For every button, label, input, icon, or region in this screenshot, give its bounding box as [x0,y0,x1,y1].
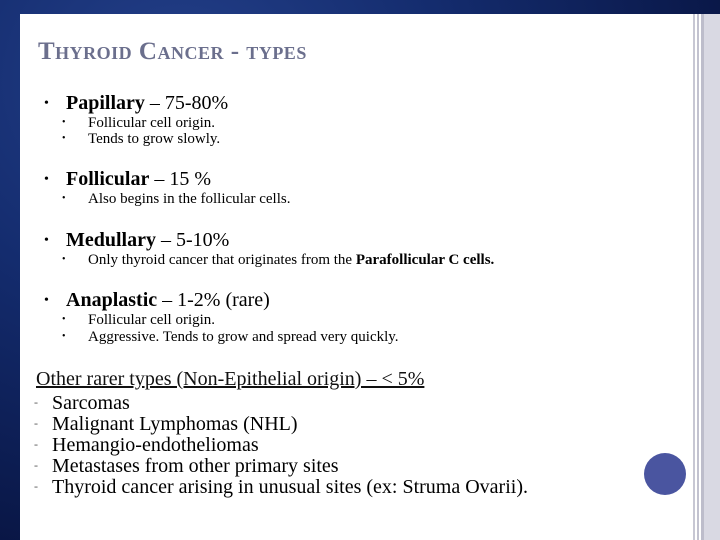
note-item [62,191,290,208]
type-name: Papillary [66,92,145,114]
dash-bullet-icon: - [34,479,38,493]
dash-bullet-icon: - [34,416,38,430]
note-bold-text: Parafollicular C cells. [355,252,495,268]
sub-bullet-icon: • [62,314,66,325]
bullet-icon: • [44,233,49,248]
type-medullary [44,229,229,252]
type-stat: – 75-80% [144,92,229,114]
dash-bullet-icon: - [34,395,38,409]
rare-type-text: Thyroid cancer arising in unusual sites (ex: Struma Ovarii). [52,476,528,498]
rare-type-item [34,455,339,478]
rare-type-item [34,413,298,436]
type-stat: – 1-2% (rare) [157,289,270,311]
rare-types-heading: Other rarer types (Non-Epithelial origin) – < 5% [36,368,425,390]
rare-type-item [34,476,528,499]
bullet-icon: • [44,96,49,111]
note-item [62,329,399,346]
slide-title: Thyroid Cancer - types [38,38,307,65]
decorative-stripes [690,14,720,540]
decorative-circle [644,453,686,495]
type-follicular [44,168,211,191]
note-text: Aggressive. Tends to grow and spread very quickly. [88,329,399,345]
note-item [62,252,494,269]
sub-bullet-icon: • [62,117,66,128]
note-item [62,115,215,132]
sub-bullet-icon: • [62,193,66,204]
rare-type-item [34,392,130,415]
type-papillary [44,92,228,115]
type-name: Follicular [66,168,150,190]
type-stat: – 15 % [149,168,211,190]
bullet-icon: • [44,293,49,308]
note-text: Tends to grow slowly. [88,131,221,147]
rare-type-text: Malignant Lymphomas (NHL) [52,413,298,435]
rare-type-text: Hemangio-endotheliomas [52,434,259,456]
note-item [62,131,220,148]
type-stat: – 5-10% [156,229,230,251]
rare-type-item [34,434,259,457]
bullet-icon: • [44,172,49,187]
note-text: Also begins in the follicular cells. [88,191,291,207]
rare-type-text: Metastases from other primary sites [52,455,339,477]
note-text: Follicular cell origin. [88,312,216,328]
dash-bullet-icon: - [34,437,38,451]
note-text: Follicular cell origin. [88,115,216,131]
rare-type-text: Sarcomas [52,392,130,414]
dash-bullet-icon: - [34,458,38,472]
note-item [62,312,215,329]
sub-bullet-icon: • [62,133,66,144]
type-name: Anaplastic [66,289,158,311]
type-anaplastic [44,289,270,312]
sub-bullet-icon: • [62,331,66,342]
note-text: Only thyroid cancer that originates from the [88,252,356,268]
sub-bullet-icon: • [62,254,66,265]
type-name: Medullary [66,229,156,251]
